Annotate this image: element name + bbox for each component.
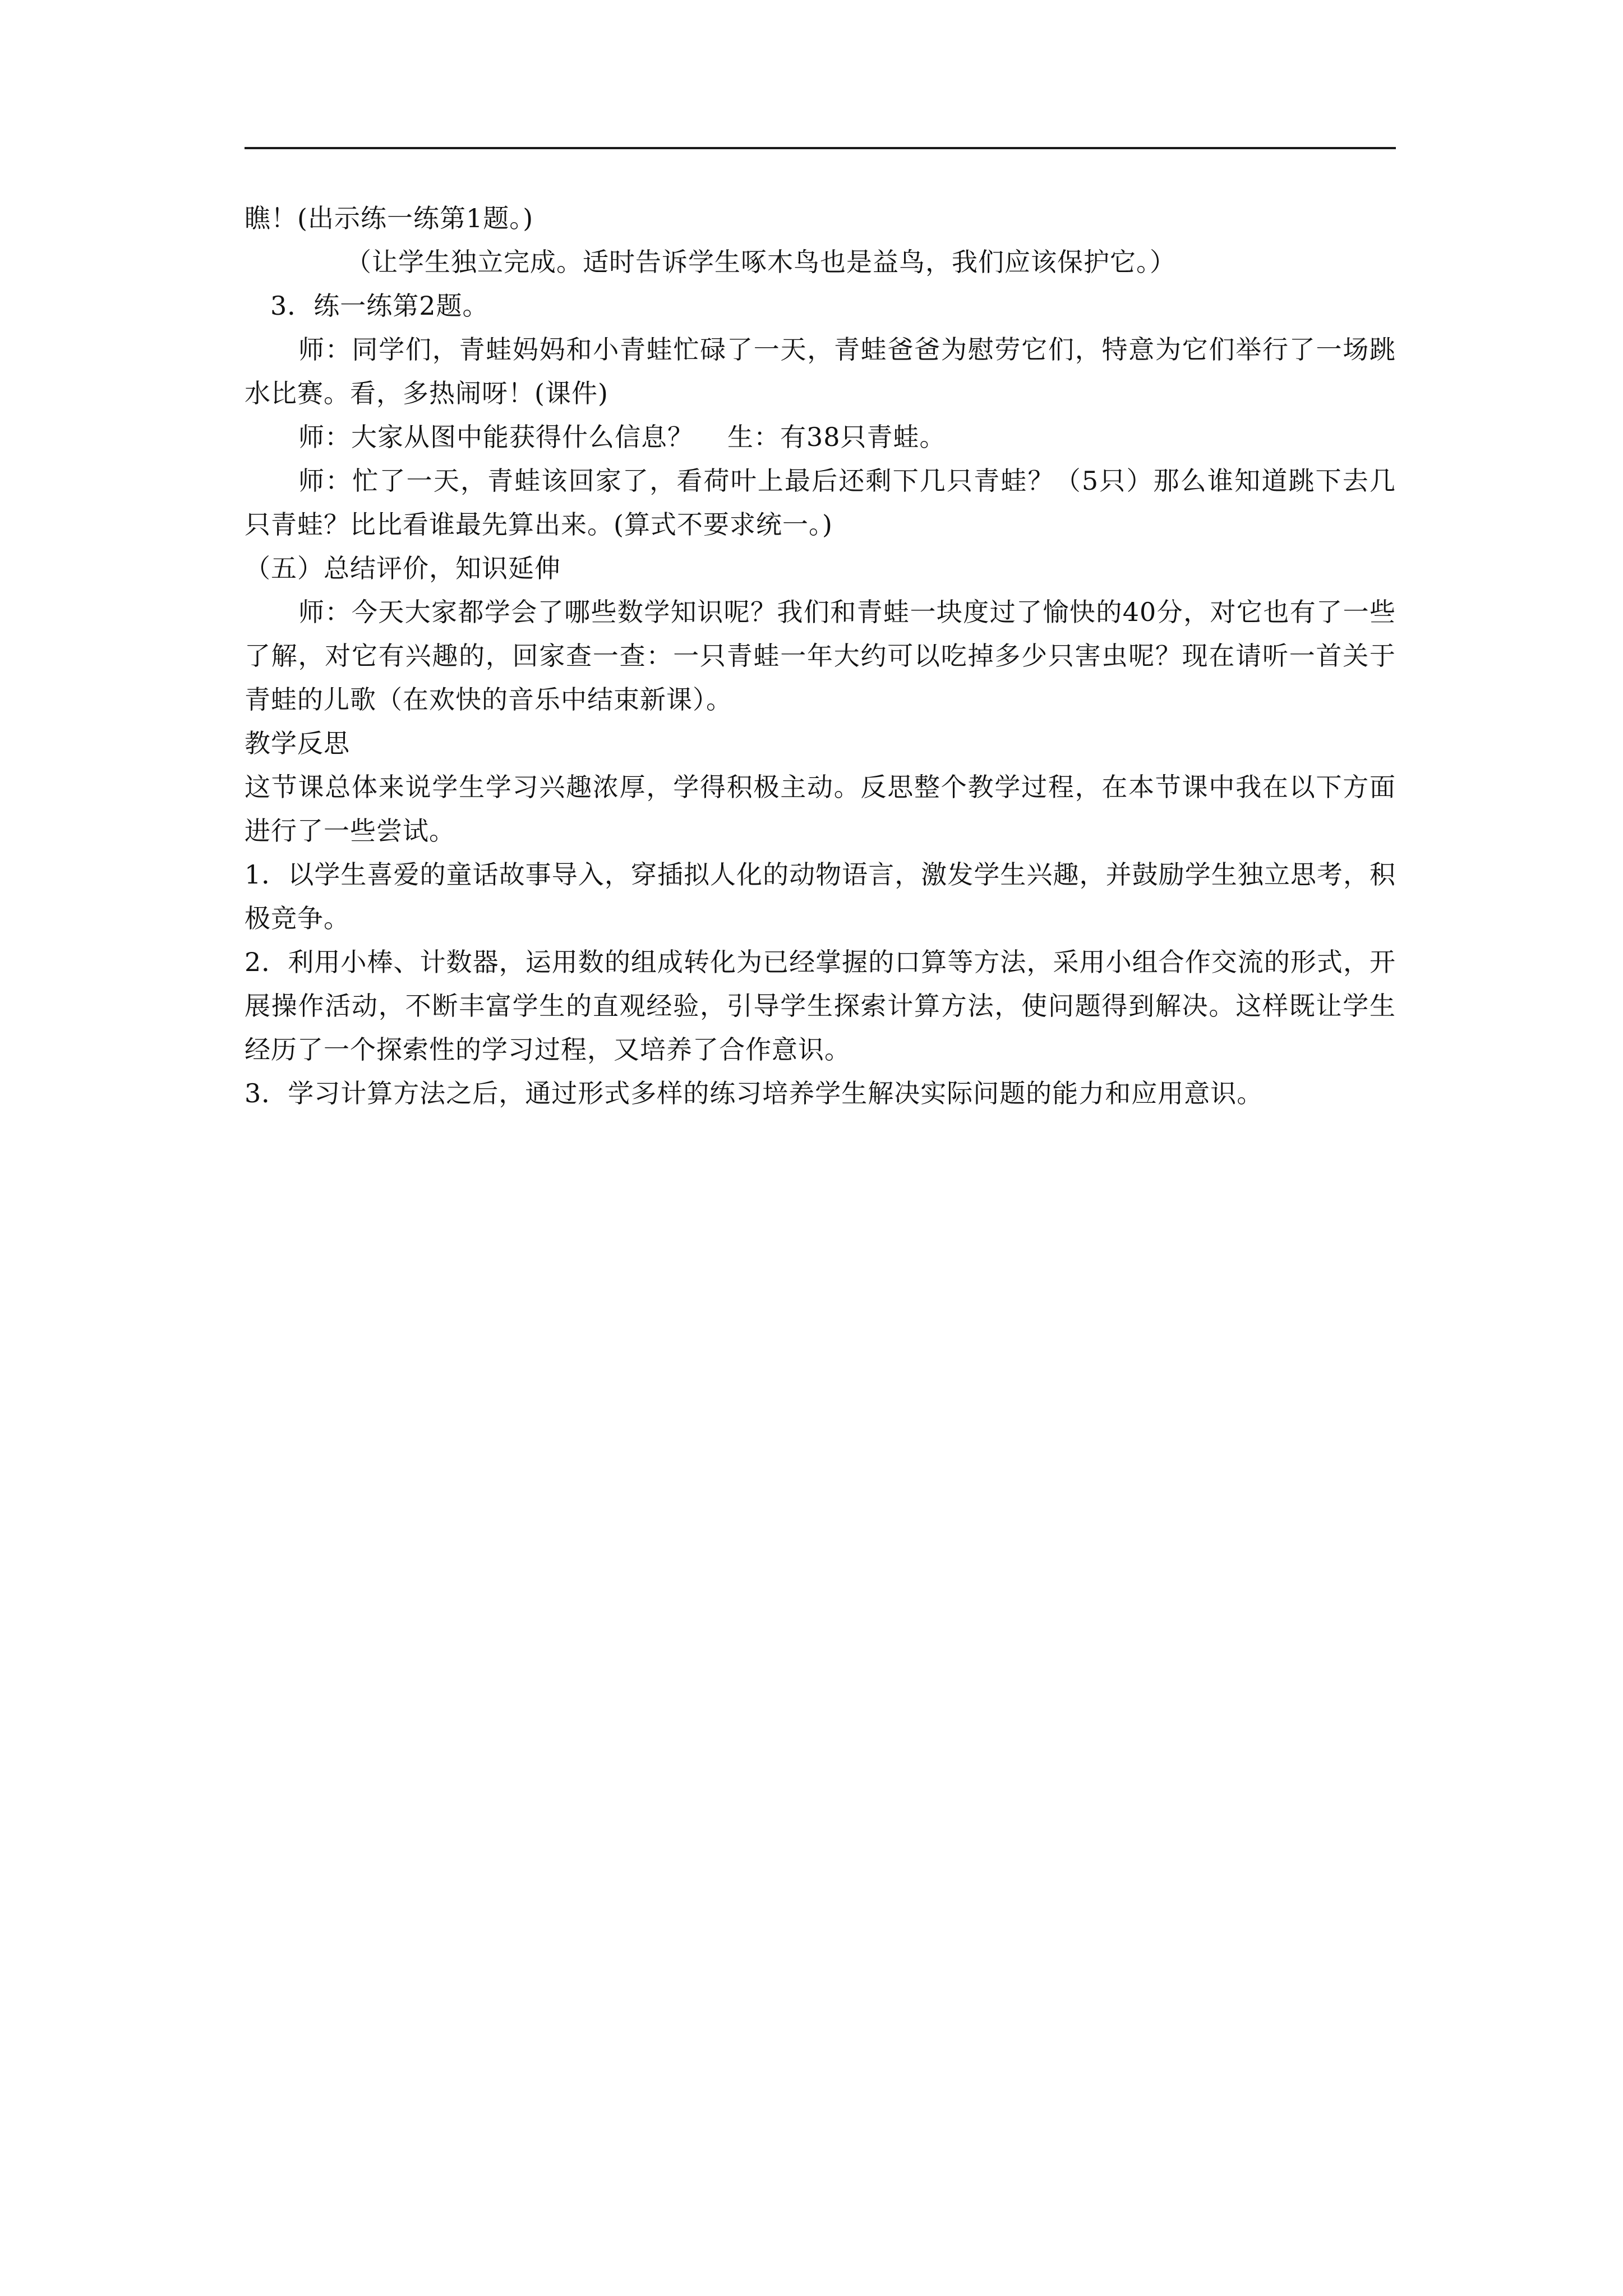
paragraph-reflection-point-1: 1．以学生喜爱的童话故事导入，穿插拟人化的动物语言，激发学生兴趣，并鼓励学生独立思考，积极竞争。: [245, 859, 1396, 933]
paragraph-exercise-2-heading: 3．练一练第2题。: [270, 291, 489, 321]
paragraph-teacher-frogs-left: 师：忙了一天，青蛙该回家了，看荷叶上最后还剩下几只青蛙？（5只）那么谁知道跳下去几只青蛙？比比看谁最先算出来。(算式不要求统一。): [245, 466, 1396, 540]
student-answer: 生：有38只青蛙。: [727, 422, 946, 452]
paragraph-reflection-intro: 这节课总体来说学生学习兴趣浓厚，学得积极主动。反思整个教学过程，在本节课中我在以下方面进行了一些尝试。: [245, 772, 1396, 846]
paragraph-teacher-summary: 师：今天大家都学会了哪些数学知识呢？我们和青蛙一块度过了愉快的40分，对它也有了一些了解，对它有兴趣的，回家查一查：一只青蛙一年大约可以吃掉多少只害虫呢？现在请听一首关于青蛙的儿歌（在欢快的音乐中结束新课）。: [245, 597, 1396, 715]
section-heading-summary: （五）总结评价，知识延伸: [245, 553, 561, 583]
document-body: [245, 196, 1396, 1115]
paragraph-teacher-question-info: [245, 415, 1396, 459]
paragraph-exercise-1: 瞧！(出示练一练第1题。): [245, 203, 534, 233]
paragraph-independent-completion: （让学生独立完成。适时告诉学生啄木鸟也是益鸟，我们应该保护它。）: [345, 247, 1176, 277]
paragraph-teacher-jumping-contest: 师：同学们，青蛙妈妈和小青蛙忙碌了一天，青蛙爸爸为慰劳它们，特意为它们举行了一场跳水比赛。看，多热闹呀！(课件): [245, 334, 1396, 408]
paragraph-reflection-point-3: 3．学习计算方法之后，通过形式多样的练习培养学生解决实际问题的能力和应用意识。: [245, 1078, 1264, 1108]
section-heading-reflection: 教学反思: [245, 728, 350, 758]
header-rule: [245, 147, 1396, 149]
teacher-question: 师：大家从图中能获得什么信息？: [298, 422, 694, 452]
paragraph-reflection-point-2: 2．利用小棒、计数器，运用数的组成转化为已经掌握的口算等方法，采用小组合作交流的形式，开展操作活动，不断丰富学生的直观经验，引导学生探索计算方法，使问题得到解决。这样既让学生经历了一个探索性的学习过程，又培养了合作意识。: [245, 947, 1396, 1065]
